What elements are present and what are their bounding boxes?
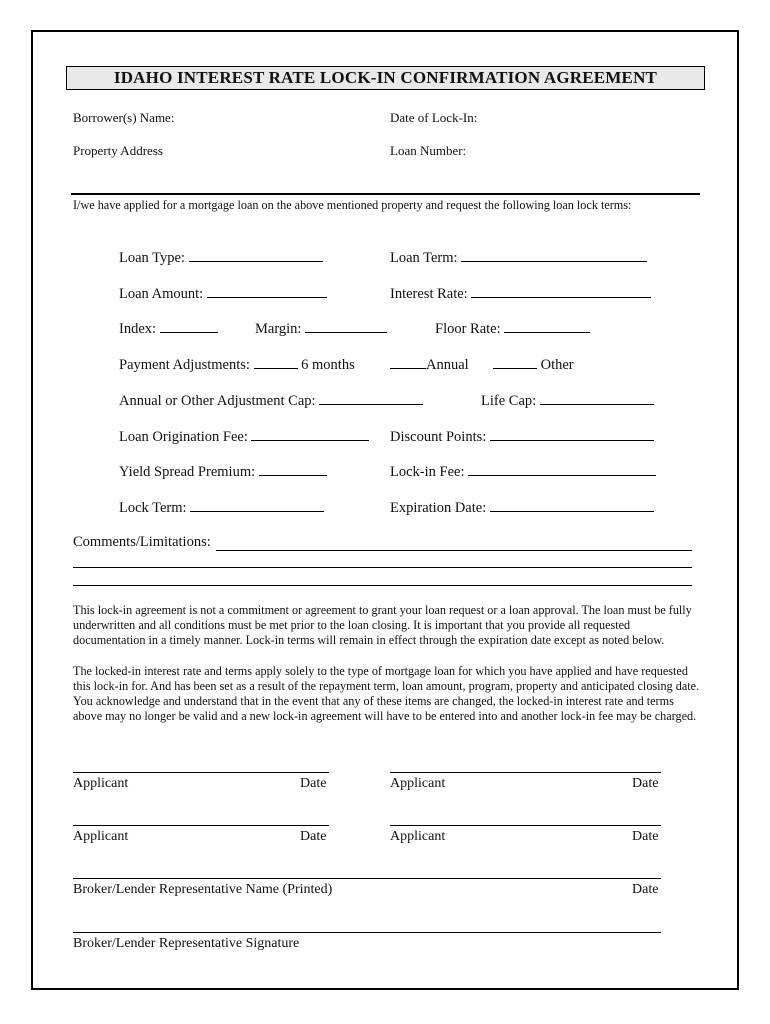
- date-of-lock-in-label: Date of Lock-In:: [390, 110, 478, 125]
- loan-type-blank[interactable]: [189, 249, 323, 262]
- applicant-1-signature-line[interactable]: [73, 772, 329, 773]
- applicant-3-date-label: Date: [300, 829, 327, 844]
- margin-field[interactable]: [255, 320, 387, 338]
- comments-line-1[interactable]: [216, 550, 692, 551]
- index-field[interactable]: [119, 320, 218, 338]
- expiration-date-blank[interactable]: [490, 499, 654, 512]
- discount-points-label: Discount Points:: [390, 429, 487, 445]
- applicant-1-date-label: Date: [300, 776, 327, 791]
- origination-fee-blank[interactable]: [251, 428, 369, 441]
- loan-number-label: Loan Number:: [390, 143, 467, 158]
- other-blank[interactable]: [493, 356, 537, 369]
- lock-in-fee-blank[interactable]: [468, 463, 656, 476]
- broker-signature-line[interactable]: [73, 932, 661, 933]
- comments-line-2[interactable]: [73, 567, 692, 568]
- loan-term-label: Loan Term:: [390, 250, 458, 266]
- discount-points-field[interactable]: [390, 428, 654, 446]
- origination-fee-label: Loan Origination Fee:: [119, 429, 248, 445]
- broker-name-label: Broker/Lender Representative Name (Printed): [73, 882, 333, 897]
- broker-name-line[interactable]: [73, 878, 661, 879]
- six-months-blank[interactable]: [254, 356, 298, 369]
- lock-term-label: Lock Term:: [119, 500, 187, 516]
- interest-rate-blank[interactable]: [471, 285, 651, 298]
- life-cap-field[interactable]: [481, 392, 654, 410]
- intro-text: I/we have applied for a mortgage loan on the above mentioned property and request the following loan lock terms:: [73, 198, 632, 212]
- loan-type-label: Loan Type:: [119, 250, 185, 266]
- margin-blank[interactable]: [305, 320, 387, 333]
- floor-rate-label: Floor Rate:: [435, 321, 501, 337]
- comments-label: Comments/Limitations:: [73, 534, 211, 550]
- comments-line-3[interactable]: [73, 585, 692, 586]
- lock-term-field[interactable]: [119, 499, 324, 517]
- lock-in-fee-label: Lock-in Fee:: [390, 464, 465, 480]
- other-label: Other: [540, 357, 574, 373]
- disclaimer-paragraph-1: This lock-in agreement is not a commitment or agreement to grant your loan request or a loan approval. The loan must be fully underwritten and all conditions must be met prior to the loan closing. It is important that you provide all requested documentation in a timely manner. Lock-in terms will remain in effect through the expiration date except as noted below.: [73, 603, 692, 647]
- annual-option[interactable]: [390, 356, 469, 374]
- applicant-4-signature-line[interactable]: [390, 825, 661, 826]
- form-page: [31, 30, 739, 990]
- floor-rate-blank[interactable]: [504, 320, 590, 333]
- lock-term-blank[interactable]: [190, 499, 324, 512]
- applicant-3-signature-line[interactable]: [73, 825, 329, 826]
- borrowers-name-label: Borrower(s) Name:: [73, 110, 175, 125]
- payment-adjustments-label: Payment Adjustments:: [119, 357, 250, 373]
- yield-spread-label: Yield Spread Premium:: [119, 464, 256, 480]
- index-blank[interactable]: [160, 320, 218, 333]
- expiration-date-label: Expiration Date:: [390, 500, 487, 516]
- other-option[interactable]: [493, 356, 574, 374]
- loan-term-blank[interactable]: [461, 249, 647, 262]
- life-cap-label: Life Cap:: [481, 393, 537, 409]
- applicant-2-date-label: Date: [632, 776, 659, 791]
- yield-spread-blank[interactable]: [259, 463, 327, 476]
- index-label: Index:: [119, 321, 157, 337]
- interest-rate-field[interactable]: [390, 285, 651, 303]
- origination-fee-field[interactable]: [119, 428, 369, 446]
- adjustment-cap-label: Annual or Other Adjustment Cap:: [119, 393, 316, 409]
- loan-type-field[interactable]: [119, 249, 323, 267]
- yield-spread-field[interactable]: [119, 463, 327, 481]
- lock-in-fee-field[interactable]: [390, 463, 656, 481]
- life-cap-blank[interactable]: [540, 392, 654, 405]
- annual-blank[interactable]: [390, 356, 426, 369]
- floor-rate-field[interactable]: [435, 320, 590, 338]
- interest-rate-label: Interest Rate:: [390, 286, 468, 302]
- form-title: IDAHO INTEREST RATE LOCK-IN CONFIRMATION AGREEMENT: [113, 68, 658, 87]
- adjustment-cap-blank[interactable]: [319, 392, 423, 405]
- loan-amount-field[interactable]: [119, 285, 327, 303]
- property-address-label: Property Address: [73, 143, 163, 158]
- loan-amount-blank[interactable]: [207, 285, 327, 298]
- header-divider: [71, 193, 700, 195]
- broker-signature-label: Broker/Lender Representative Signature: [73, 936, 300, 951]
- disclaimer-paragraph-2: The locked-in interest rate and terms apply solely to the type of mortgage loan for which you have applied and have requested this lock-in for. And has been set as a result of the repayment term, loan amount, program, property and anticipated closing date. You acknowledge and understand that in the event that any of these items are changed, the locked-in interest rate and terms above may no longer be valid and a new lock-in agreement will have to be entered into and another lock-in fee may be charged.: [73, 664, 700, 723]
- annual-label: Annual: [426, 357, 469, 373]
- applicant-2-signature-line[interactable]: [390, 772, 661, 773]
- loan-amount-label: Loan Amount:: [119, 286, 204, 302]
- discount-points-blank[interactable]: [490, 428, 654, 441]
- broker-date-label: Date: [632, 882, 659, 897]
- loan-term-field[interactable]: [390, 249, 647, 267]
- expiration-date-field[interactable]: [390, 499, 654, 517]
- applicant-2-label: Applicant: [390, 776, 446, 791]
- applicant-3-label: Applicant: [73, 829, 129, 844]
- adjustment-cap-field[interactable]: [119, 392, 423, 410]
- margin-label: Margin:: [255, 321, 302, 337]
- title-box: [66, 66, 705, 90]
- payment-adjustments-field: [119, 356, 355, 374]
- applicant-4-label: Applicant: [390, 829, 446, 844]
- applicant-1-label: Applicant: [73, 776, 129, 791]
- six-months-label: 6 months: [301, 357, 355, 373]
- applicant-4-date-label: Date: [632, 829, 659, 844]
